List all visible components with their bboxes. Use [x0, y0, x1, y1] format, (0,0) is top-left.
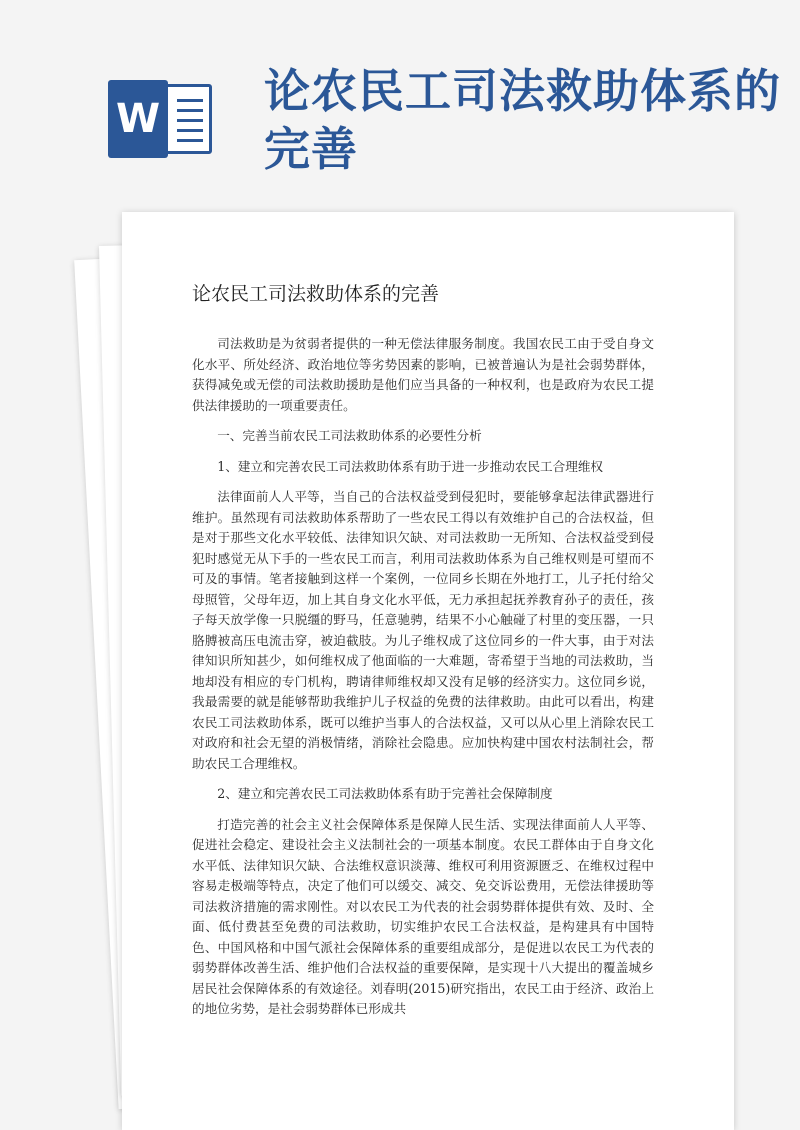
- document-title: 论农民工司法救助体系的完善: [192, 283, 440, 305]
- word-logo-icon: [108, 80, 216, 160]
- subsection-heading: 2、建立和完善农民工司法救助体系有助于完善社会保障制度: [217, 786, 553, 801]
- page-title: 论农民工司法救助体系的完善: [264, 64, 781, 176]
- body-paragraph: 法律面前人人平等，当自己的合法权益受到侵犯时，要能够拿起法律武器进行维护。虽然现有司法救助体系帮助了一些农民工得以有效维护自己的合法权益，但是对于那些文化水平较低、法律知识欠缺、对司法救助一无所知、合法权益受到侵犯时感觉无从下手的一些农民工而言，利用司法救助体系为自己维权则是可望而不可及的事情。笔者接触到这样一个案例，一位同乡长期在外地打工，儿子托付给父母照管，父母年迈，加上其自身文化水平低，无力承担起抚养教育孙子的责任，孩子每天放学像一只脱缰的野马，任意驰骋，结果不小心触碰了村里的变压器，一只胳膊被高压电流击穿，被迫截肢。为儿子维权成了这位同乡的一件大事，由于对法律知识所知甚少，如何维权成了他面临的一大难题，寄希望于当地的司法救助，当地却没有相应的专门机构，聘请律师维权却又没有足够的经济实力。这位同乡说，我最需要的就是能够帮助我维护儿子权益的免费的法律救助。由此可以看出，构建农民工司法救助体系，既可以维护当事人的合法权益，又可以从心里上消除农民工对政府和社会无望的消极情绪，消除社会隐患。应加快构建中国农村法制社会，帮助农民工合理维权。: [192, 489, 654, 771]
- body-paragraph: 打造完善的社会主义社会保障体系是保障人民生活、实现法律面前人人平等、促进社会稳定、建设社会主义法制社会的一项基本制度。农民工群体由于自身文化水平低、法律知识欠缺、合法维权意识淡薄、维权可利用资源匮乏、在维权过程中容易走极端等特点，决定了他们可以缓交、减交、免交诉讼费用，无偿法律援助等司法救济措施的需求刚性。对以农民工为代表的社会弱势群体提供有效、及时、全面、低付费甚至免费的司法救助，切实维护农民工合法权益，是构建具有中国特色、中国风格和中国气派社会保障体系的重要组成部分，是促进以农民工为代表的弱势群体改善生活、维护他们合法权益的重要保障，是实现十八大提出的覆盖城乡居民社会保障体系的有效途径。刘春明(2015)研究指出，农民工由于经济、政治上的地位劣势，是社会弱势群体已形成共: [192, 816, 654, 1016]
- word-badge: W: [108, 80, 168, 158]
- document-page: [122, 212, 734, 1130]
- subsection-heading: 1、建立和完善农民工司法救助体系有助于进一步推动农民工合理维权: [217, 458, 604, 474]
- intro-paragraph: 司法救助是为贫弱者提供的一种无偿法律服务制度。我国农民工由于受自身文化水平、所处经济、政治地位等劣势因素的影响，已被普遍认为是社会弱势群体，获得减免或无偿的司法救助援助是他们应当具备的一种权利，也是政府为农民工提供法律援助的一项重要责任。: [192, 336, 654, 413]
- section-heading: 一、完善当前农民工司法救助体系的必要性分析: [217, 428, 482, 443]
